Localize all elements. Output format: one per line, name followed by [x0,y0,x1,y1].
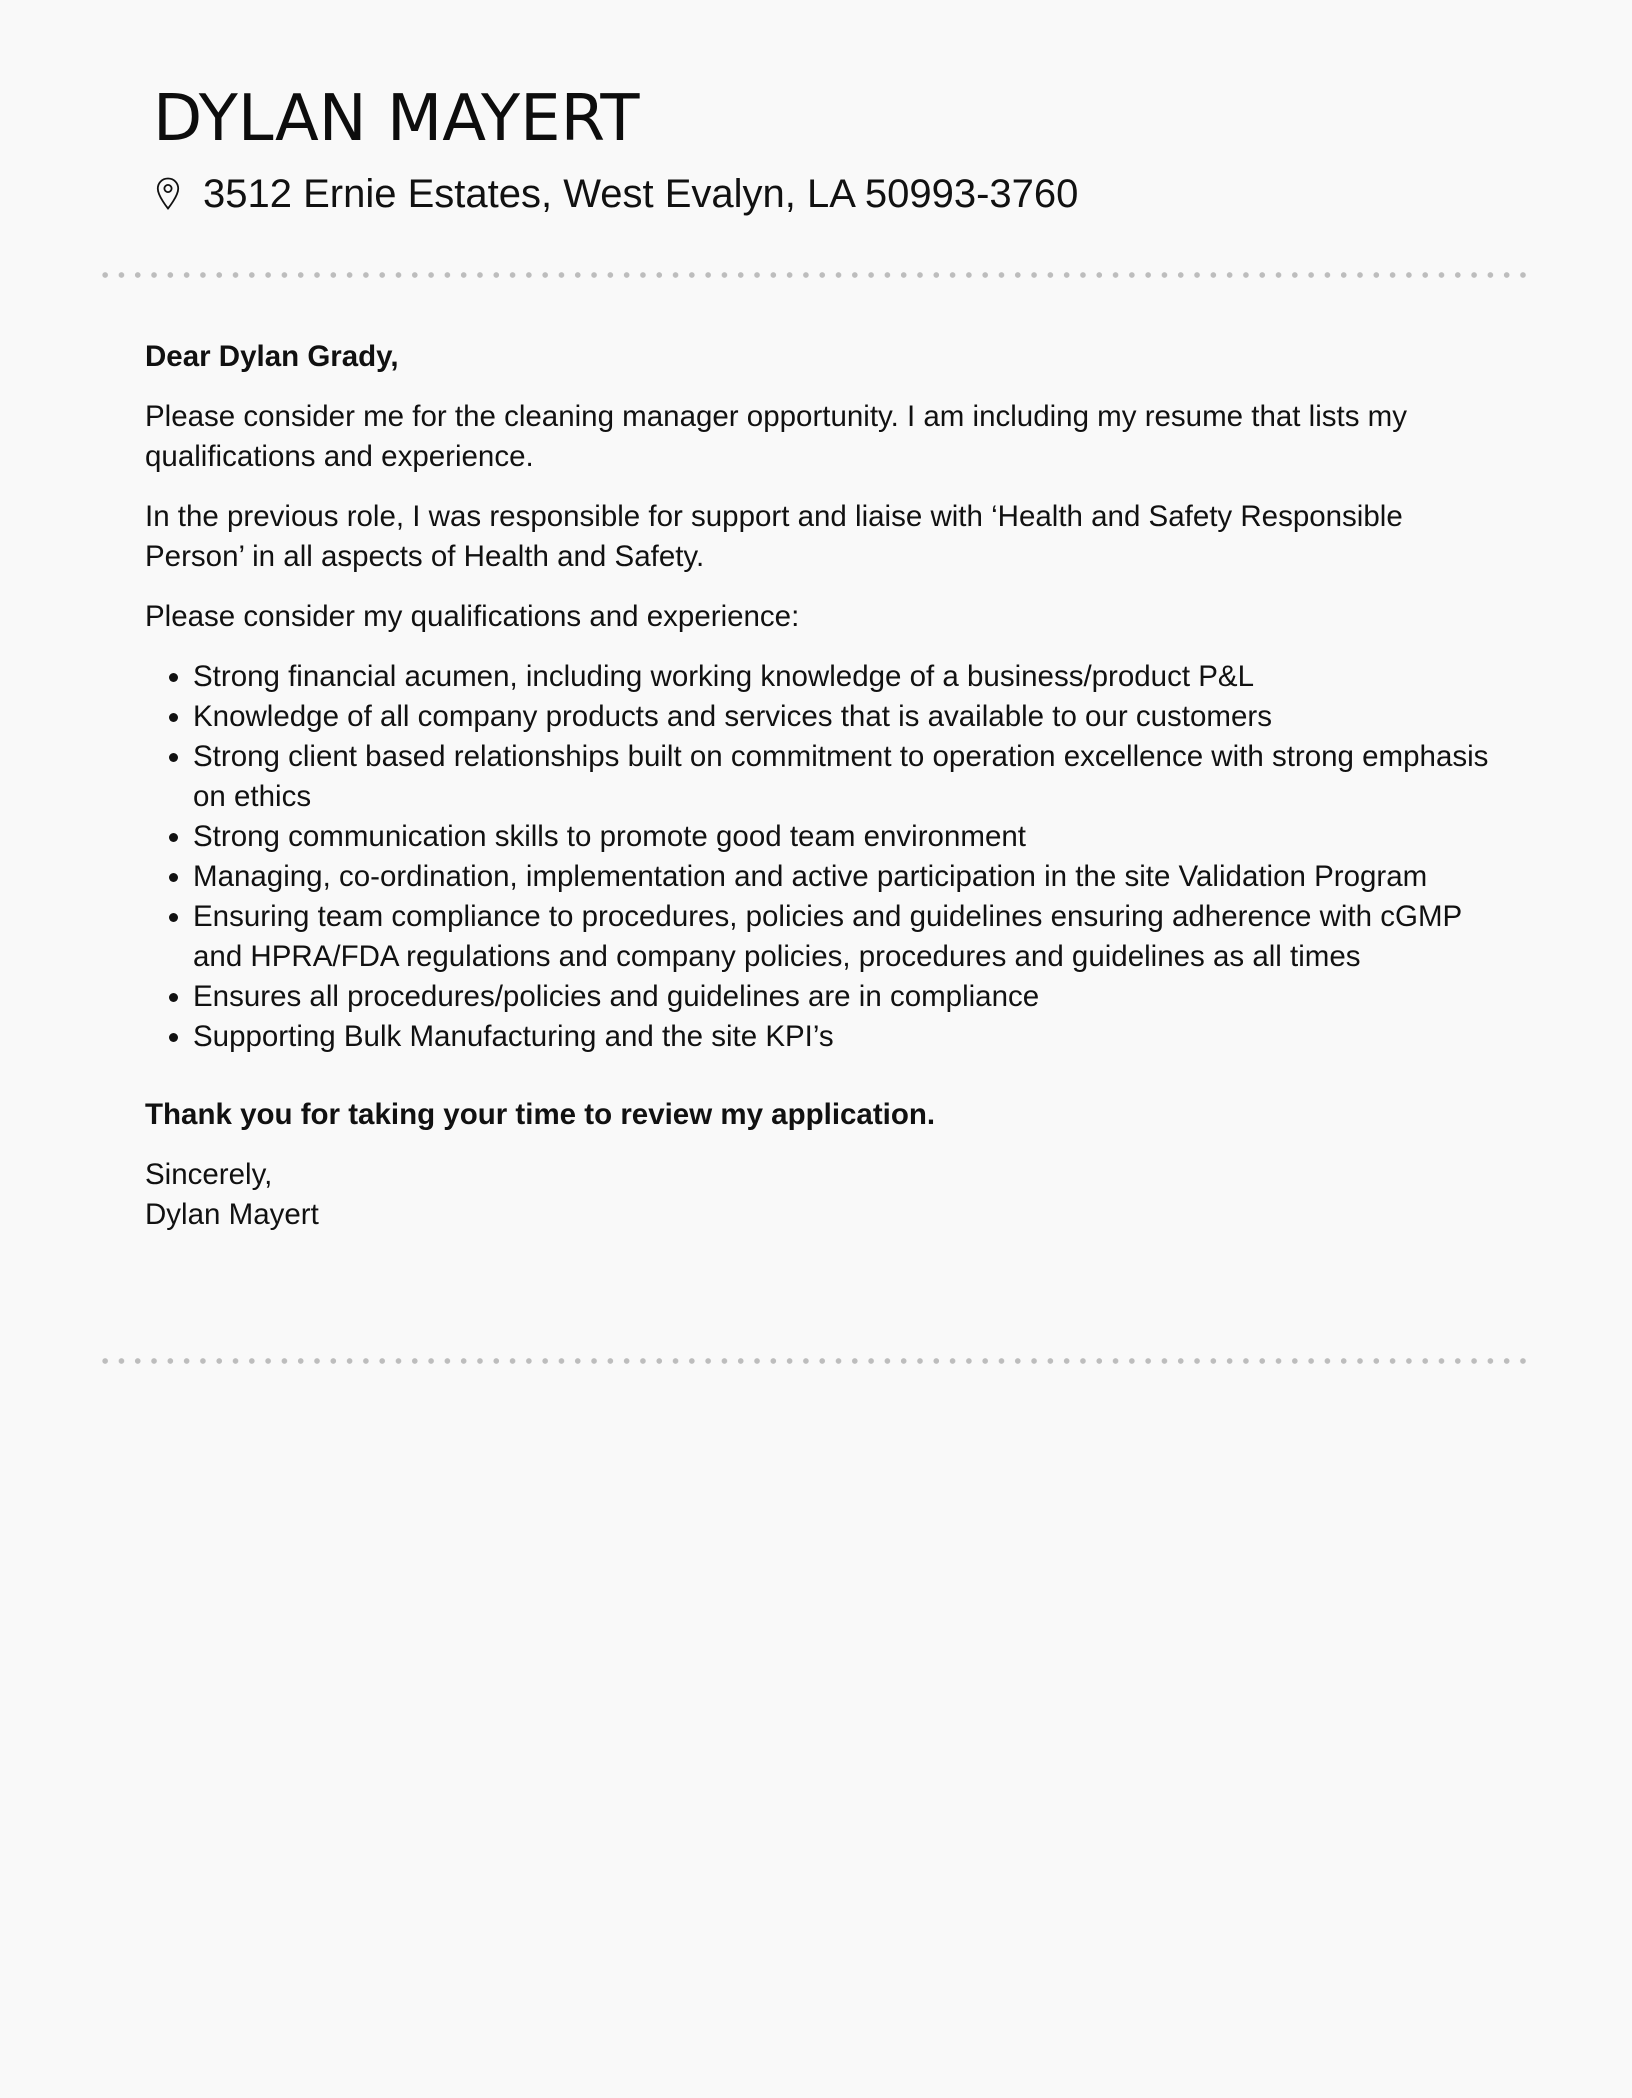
paragraph-previous-role: In the previous role, I was responsible for support and liaise with ‘Health and Safety Responsible Person’ in all aspects of Health and Safety. [145,500,1403,573]
list-item: • Ensuring team compliance to procedures, policies and guidelines ensuring adherence with cGMP and HPRA/FDA regulations and company policies, procedures and guidelines as all times [193,897,1505,977]
paragraph-qualifications-lead: Please consider my qualifications and experience: [145,600,800,633]
letter-body [145,333,1505,1235]
list-item: • Knowledge of all company products and services that is available to our customers [193,697,1505,737]
qualifications-list [145,657,1505,1057]
list-item: • Strong communication skills to promote good team environment [193,817,1505,857]
list-item: • Supporting Bulk Manufacturing and the site KPI’s [193,1017,1505,1057]
paragraph-intro: Please consider me for the cleaning manager opportunity. I am including my resume that lists my qualifications and experience. [145,400,1407,473]
dotted-divider-bottom [97,1358,1533,1364]
dotted-divider-top [97,272,1533,278]
list-item: • Strong financial acumen, including working knowledge of a business/product P&L [193,657,1505,697]
list-item: • Managing, co-ordination, implementation and active participation in the site Validation Program [193,857,1505,897]
address-text: 3512 Ernie Estates, West Evalyn, LA 50993-3760 [203,172,1079,216]
signoff: Sincerely, [145,1158,273,1191]
list-item: • Ensures all procedures/policies and guidelines are in compliance [193,977,1505,1017]
greeting: Dear Dylan Grady, [145,340,399,373]
signature-name: Dylan Mayert [145,1198,319,1231]
letter-header [153,80,1532,218]
address-row [153,170,1532,218]
map-pin-icon [153,174,183,214]
closing-line: Thank you for taking your time to review my application. [145,1098,936,1131]
list-item: • Strong client based relationships built on commitment to operation excellence with strong emphasis on ethics [193,737,1505,817]
applicant-name: DYLAN MAYERT [153,82,640,156]
